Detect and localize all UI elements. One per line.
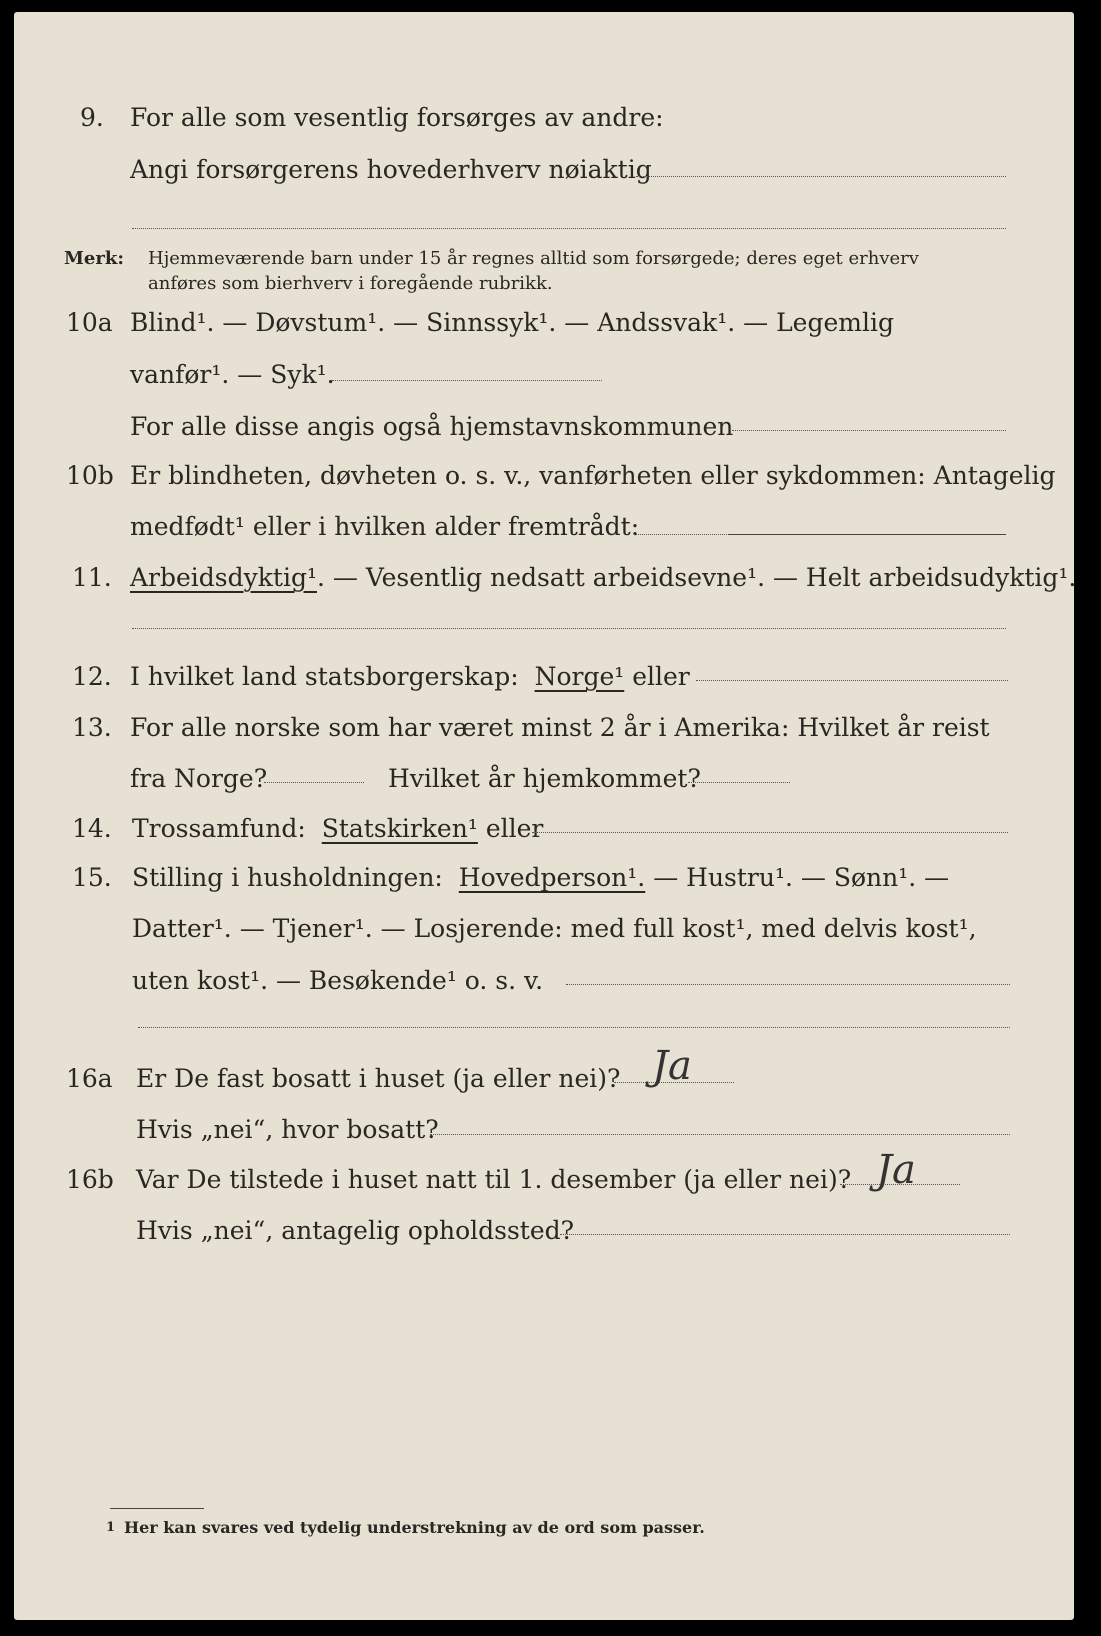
q15-line2: Datter¹. — Tjener¹. — Losjerende: med full kost¹, med delvis kost¹,	[132, 914, 977, 943]
q15-answer-field[interactable]	[566, 984, 1010, 985]
footnote-text: Her kan svares ved tydelig understrekning av de ord som passer.	[124, 1518, 705, 1537]
q13-departure-field[interactable]	[264, 782, 364, 783]
q10a-municipality-field[interactable]	[732, 430, 1006, 431]
q12-answer-field[interactable]	[696, 680, 1008, 681]
merk-line2: anføres som bierhverv i foregående rubrikk.	[148, 273, 553, 294]
q14-tail: eller	[485, 814, 544, 843]
q16a-line1: Er De fast bosatt i huset (ja eller nei)?	[136, 1064, 621, 1093]
q10b-answer-field[interactable]	[634, 534, 729, 535]
q16b-line1: Var De tilstede i huset natt til 1. desember (ja eller nei)?	[136, 1165, 852, 1194]
q13-line2a: fra Norge?	[130, 764, 268, 793]
q10a-line2: vanfør¹. — Syk¹.	[130, 360, 335, 389]
q16b-handwritten-answer: Ja	[876, 1147, 916, 1193]
q9-line1: For alle som vesentlig forsørges av andre:	[130, 103, 664, 132]
q15-line1	[132, 865, 949, 890]
q10a-line3: For alle disse angis også hjemstavnskommunen	[130, 412, 734, 441]
q10b-line1: Er blindheten, døvheten o. s. v., vanførheten eller sykdommen: Antagelig	[130, 461, 1056, 490]
q15-line3: uten kost¹. — Besøkende¹ o. s. v.	[132, 966, 544, 995]
q15-number: 15.	[72, 863, 112, 892]
q16b-line2: Hvis „nei“, antagelig opholdssted?	[136, 1216, 575, 1245]
q14-option-statskirken[interactable]: Statskirken¹	[321, 814, 478, 843]
q10b-answer-line	[729, 534, 1006, 535]
footnote-mark: 1	[106, 1520, 116, 1535]
q16b-stay-field[interactable]	[560, 1234, 1010, 1235]
q15-rest1: — Hustru¹. — Sønn¹. —	[653, 863, 950, 892]
q11-number: 11.	[72, 563, 112, 592]
q9-number: 9.	[80, 103, 104, 132]
q16a-handwritten-answer: Ja	[652, 1043, 692, 1089]
merk-line1: Hjemmeværende barn under 15 år regnes alltid som forsørgede; deres eget erhverv	[148, 248, 919, 269]
q11-line	[130, 565, 1076, 590]
census-form-page	[14, 12, 1077, 1620]
q9-line2: Angi forsørgerens hovederhverv nøiaktig	[130, 155, 652, 184]
q16a-number: 16a	[66, 1064, 113, 1093]
q11-rest: . — Vesentlig nedsatt arbeidsevne¹. — Helt arbeidsudyktig¹.	[316, 563, 1077, 592]
q16a-line2: Hvis „nei“, hvor bosatt?	[136, 1115, 439, 1144]
merk-label: Merk:	[64, 248, 124, 269]
q15-answer-field-2[interactable]	[138, 1027, 1010, 1028]
q16b-number: 16b	[66, 1165, 114, 1194]
q9-answer-field-2[interactable]	[132, 228, 1006, 229]
q13-number: 13.	[72, 713, 112, 742]
q10a-line1: Blind¹. — Døvstum¹. — Sinnssyk¹. — Andssvak¹. — Legemlig	[130, 308, 894, 337]
q15-text: Stilling i husholdningen:	[132, 863, 443, 892]
q13-return-field[interactable]	[688, 782, 790, 783]
q14-number: 14.	[72, 814, 112, 843]
q15-option-hovedperson[interactable]: Hovedperson¹.	[458, 863, 646, 892]
q10b-line2: medfødt¹ eller i hvilken alder fremtrådt:	[130, 512, 640, 541]
q9-answer-field[interactable]	[636, 176, 1006, 177]
q12-line	[130, 664, 690, 689]
q14-answer-field[interactable]	[532, 832, 1008, 833]
q13-line1: For alle norske som har været minst 2 år i Amerika: Hvilket år reist	[130, 713, 990, 742]
q10b-number: 10b	[66, 461, 114, 490]
q11-option-arbeidsdyktig[interactable]: Arbeidsdyktig¹	[130, 563, 317, 592]
q10a-number: 10a	[66, 308, 113, 337]
q12-tail: eller	[632, 662, 690, 691]
q16a-residence-field[interactable]	[430, 1134, 1010, 1135]
q13-line2b: Hvilket år hjemkommet?	[388, 764, 701, 793]
q12-option-norge[interactable]: Norge¹	[534, 662, 625, 691]
q10a-answer-field[interactable]	[332, 380, 602, 381]
q14-text: Trossamfund:	[132, 814, 306, 843]
q14-line	[132, 816, 543, 841]
q12-text: I hvilket land statsborgerskap:	[130, 662, 519, 691]
q11-answer-field[interactable]	[132, 628, 1006, 629]
q12-number: 12.	[72, 662, 112, 691]
footnote-rule	[110, 1508, 204, 1509]
